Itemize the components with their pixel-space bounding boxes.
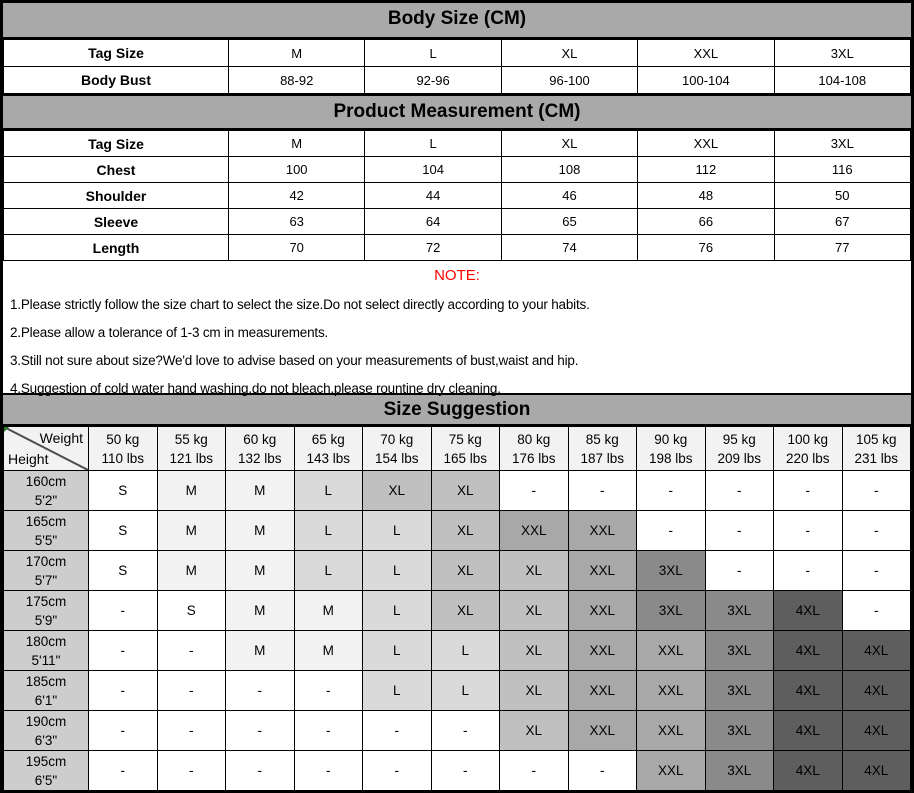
size-cell: - — [705, 511, 774, 551]
size-cell: M — [226, 631, 295, 671]
size-cell: M — [294, 591, 363, 631]
size-cell: - — [637, 471, 706, 511]
size-cell: 4XL — [842, 711, 911, 751]
corner-weight-label: Weight — [39, 430, 83, 446]
size-cell: - — [363, 711, 432, 751]
measure-value: 77 — [774, 235, 910, 261]
size-cell: - — [568, 471, 637, 511]
size-cell: XXL — [637, 751, 706, 791]
row-label: Body Bust — [4, 67, 229, 94]
size-cell: M — [226, 591, 295, 631]
col-header-weight: 80 kg 176 lbs — [500, 427, 569, 471]
matrix-row — [4, 471, 911, 511]
measure-value: 50 — [774, 183, 910, 209]
matrix-row — [4, 551, 911, 591]
size-cell: L — [431, 631, 500, 671]
size-cell: 3XL — [637, 551, 706, 591]
note-line: 1.Please strictly follow the size chart to select the size.Do not select directly according to your habits. — [10, 297, 590, 312]
size-cell: M — [157, 511, 226, 551]
size-value: M — [229, 40, 365, 67]
size-cell: XXL — [568, 631, 637, 671]
row-header-height: 195cm 6'5" — [4, 751, 89, 791]
row-header-height: 170cm 5'7" — [4, 551, 89, 591]
size-cell: M — [294, 631, 363, 671]
size-value: 3XL — [774, 40, 910, 67]
note-line: 2.Please allow a tolerance of 1-3 cm in measurements. — [10, 325, 329, 340]
size-cell: M — [226, 471, 295, 511]
size-cell: XXL — [568, 591, 637, 631]
size-cell: XXL — [637, 631, 706, 671]
size-cell: 3XL — [705, 711, 774, 751]
size-cell: S — [89, 471, 158, 511]
size-cell: - — [294, 711, 363, 751]
table-row — [4, 183, 911, 209]
size-cell: L — [294, 471, 363, 511]
size-cell: 4XL — [774, 671, 843, 711]
matrix-row — [4, 591, 911, 631]
excel-error-marker-icon — [4, 427, 9, 432]
size-cell: XXL — [637, 711, 706, 751]
size-cell: 4XL — [774, 631, 843, 671]
size-cell: XL — [431, 511, 500, 551]
size-cell: L — [363, 551, 432, 591]
size-cell: 4XL — [842, 671, 911, 711]
row-header-height: 185cm 6'1" — [4, 671, 89, 711]
size-cell: - — [637, 511, 706, 551]
row-label: Length — [4, 235, 229, 261]
size-cell: - — [226, 751, 295, 791]
bust-value: 96-100 — [501, 67, 637, 94]
size-cell: S — [89, 511, 158, 551]
size-cell: - — [842, 591, 911, 631]
col-header-weight: 70 kg 154 lbs — [363, 427, 432, 471]
size-cell: XL — [500, 711, 569, 751]
matrix-row — [4, 631, 911, 671]
measure-value: 42 — [229, 183, 365, 209]
row-label: Shoulder — [4, 183, 229, 209]
body-size-table — [3, 39, 911, 94]
matrix-header-row — [4, 427, 911, 471]
row-header-height: 180cm 5'11" — [4, 631, 89, 671]
size-cell: - — [89, 751, 158, 791]
col-header-weight: 60 kg 132 lbs — [226, 427, 295, 471]
size-cell: - — [500, 471, 569, 511]
size-cell: S — [89, 551, 158, 591]
measure-value: 112 — [638, 157, 774, 183]
row-header-height: 160cm 5'2" — [4, 471, 89, 511]
size-cell: XL — [363, 471, 432, 511]
size-cell: XXL — [500, 511, 569, 551]
size-cell: L — [431, 671, 500, 711]
corner-height-label: Height — [8, 451, 49, 467]
size-cell: XL — [431, 471, 500, 511]
size-cell: 4XL — [842, 631, 911, 671]
measure-value: 44 — [365, 183, 501, 209]
note-title: NOTE: — [434, 267, 480, 284]
size-cell: S — [157, 591, 226, 631]
measure-value: 70 — [229, 235, 365, 261]
size-cell: L — [363, 591, 432, 631]
col-header-weight: 100 kg 220 lbs — [774, 427, 843, 471]
row-label: Tag Size — [4, 40, 229, 67]
size-cell: XL — [431, 551, 500, 591]
col-header-weight: 65 kg 143 lbs — [294, 427, 363, 471]
size-cell: - — [157, 631, 226, 671]
measure-value: 76 — [638, 235, 774, 261]
size-cell: - — [774, 511, 843, 551]
measure-value: M — [229, 131, 365, 157]
size-cell: M — [157, 551, 226, 591]
size-cell: XXL — [568, 711, 637, 751]
size-cell: 4XL — [774, 751, 843, 791]
measure-value: 74 — [501, 235, 637, 261]
size-cell: M — [157, 471, 226, 511]
table-row — [4, 40, 911, 67]
col-header-weight: 95 kg 209 lbs — [705, 427, 774, 471]
col-header-weight: 90 kg 198 lbs — [637, 427, 706, 471]
size-cell: - — [431, 751, 500, 791]
bust-value: 88-92 — [229, 67, 365, 94]
row-label: Sleeve — [4, 209, 229, 235]
size-cell: - — [89, 591, 158, 631]
size-cell: M — [226, 551, 295, 591]
product-measurement-title: Product Measurement (CM) — [3, 94, 911, 130]
measure-value: XL — [501, 131, 637, 157]
size-cell: 3XL — [705, 671, 774, 711]
matrix-row — [4, 511, 911, 551]
body-size-title: Body Size (CM) — [3, 3, 911, 39]
size-cell: L — [294, 511, 363, 551]
row-header-height: 175cm 5'9" — [4, 591, 89, 631]
measure-value: 3XL — [774, 131, 910, 157]
table-row — [4, 67, 911, 94]
size-value: XXL — [638, 40, 774, 67]
measure-value: L — [365, 131, 501, 157]
size-value: XL — [501, 40, 637, 67]
size-cell: XL — [500, 671, 569, 711]
note-line: 3.Still not sure about size?We'd love to advise based on your measurements of bust,waist and hip. — [10, 353, 579, 368]
size-suggestion-table — [3, 426, 911, 791]
measure-value: 63 — [229, 209, 365, 235]
bust-value: 100-104 — [638, 67, 774, 94]
size-suggestion-title: Size Suggestion — [3, 393, 911, 426]
table-row — [4, 157, 911, 183]
row-header-height: 165cm 5'5" — [4, 511, 89, 551]
size-cell: XL — [500, 551, 569, 591]
col-header-weight: 85 kg 187 lbs — [568, 427, 637, 471]
col-header-weight: 50 kg 110 lbs — [89, 427, 158, 471]
size-cell: L — [363, 631, 432, 671]
size-cell: - — [431, 711, 500, 751]
col-header-weight: 105 kg 231 lbs — [842, 427, 911, 471]
size-cell: XXL — [568, 551, 637, 591]
size-cell: 4XL — [842, 751, 911, 791]
table-row — [4, 235, 911, 261]
size-cell: XL — [500, 591, 569, 631]
size-cell: - — [157, 751, 226, 791]
size-cell: - — [842, 511, 911, 551]
size-cell: - — [774, 471, 843, 511]
size-cell: 3XL — [637, 591, 706, 631]
measure-value: XXL — [638, 131, 774, 157]
size-cell: L — [294, 551, 363, 591]
size-cell: 3XL — [705, 631, 774, 671]
size-cell: XL — [431, 591, 500, 631]
row-label: Tag Size — [4, 131, 229, 157]
size-cell: XXL — [568, 671, 637, 711]
size-cell: 4XL — [774, 591, 843, 631]
table-row — [4, 131, 911, 157]
measure-value: 66 — [638, 209, 774, 235]
size-cell: - — [89, 631, 158, 671]
measure-value: 67 — [774, 209, 910, 235]
size-cell: - — [500, 751, 569, 791]
col-header-weight: 75 kg 165 lbs — [431, 427, 500, 471]
measure-value: 46 — [501, 183, 637, 209]
size-cell: 3XL — [705, 591, 774, 631]
size-cell: 4XL — [774, 711, 843, 751]
product-measurement-table — [3, 130, 911, 261]
measure-value: 104 — [365, 157, 501, 183]
size-cell: - — [89, 671, 158, 711]
measure-value: 65 — [501, 209, 637, 235]
size-cell: - — [157, 711, 226, 751]
row-header-height: 190cm 6'3" — [4, 711, 89, 751]
matrix-row — [4, 711, 911, 751]
size-cell: - — [842, 471, 911, 511]
weight-height-corner-cell — [4, 427, 89, 471]
measure-value: 72 — [365, 235, 501, 261]
note-section — [3, 261, 911, 396]
measure-value: 116 — [774, 157, 910, 183]
size-cell: - — [226, 711, 295, 751]
size-cell: 3XL — [705, 751, 774, 791]
measure-value: 48 — [638, 183, 774, 209]
size-cell: XXL — [568, 511, 637, 551]
size-cell: L — [363, 511, 432, 551]
size-cell: - — [363, 751, 432, 791]
measure-value: 64 — [365, 209, 501, 235]
size-cell: - — [774, 551, 843, 591]
size-cell: - — [157, 671, 226, 711]
note-line: 4.Suggestion of cold water hand washing,do not bleach,please rountine dry cleaning. — [10, 381, 501, 396]
size-cell: - — [705, 471, 774, 511]
matrix-row — [4, 671, 911, 711]
size-cell: - — [294, 751, 363, 791]
size-cell: - — [89, 711, 158, 751]
size-cell: - — [842, 551, 911, 591]
table-row — [4, 209, 911, 235]
measure-value: 100 — [229, 157, 365, 183]
size-cell: XL — [500, 631, 569, 671]
col-header-weight: 55 kg 121 lbs — [157, 427, 226, 471]
row-label: Chest — [4, 157, 229, 183]
size-cell: - — [226, 671, 295, 711]
size-cell: XXL — [637, 671, 706, 711]
size-value: L — [365, 40, 501, 67]
bust-value: 104-108 — [774, 67, 910, 94]
size-cell: - — [294, 671, 363, 711]
matrix-row — [4, 751, 911, 791]
size-cell: L — [363, 671, 432, 711]
size-cell: - — [568, 751, 637, 791]
measure-value: 108 — [501, 157, 637, 183]
size-cell: M — [226, 511, 295, 551]
size-cell: - — [705, 551, 774, 591]
bust-value: 92-96 — [365, 67, 501, 94]
